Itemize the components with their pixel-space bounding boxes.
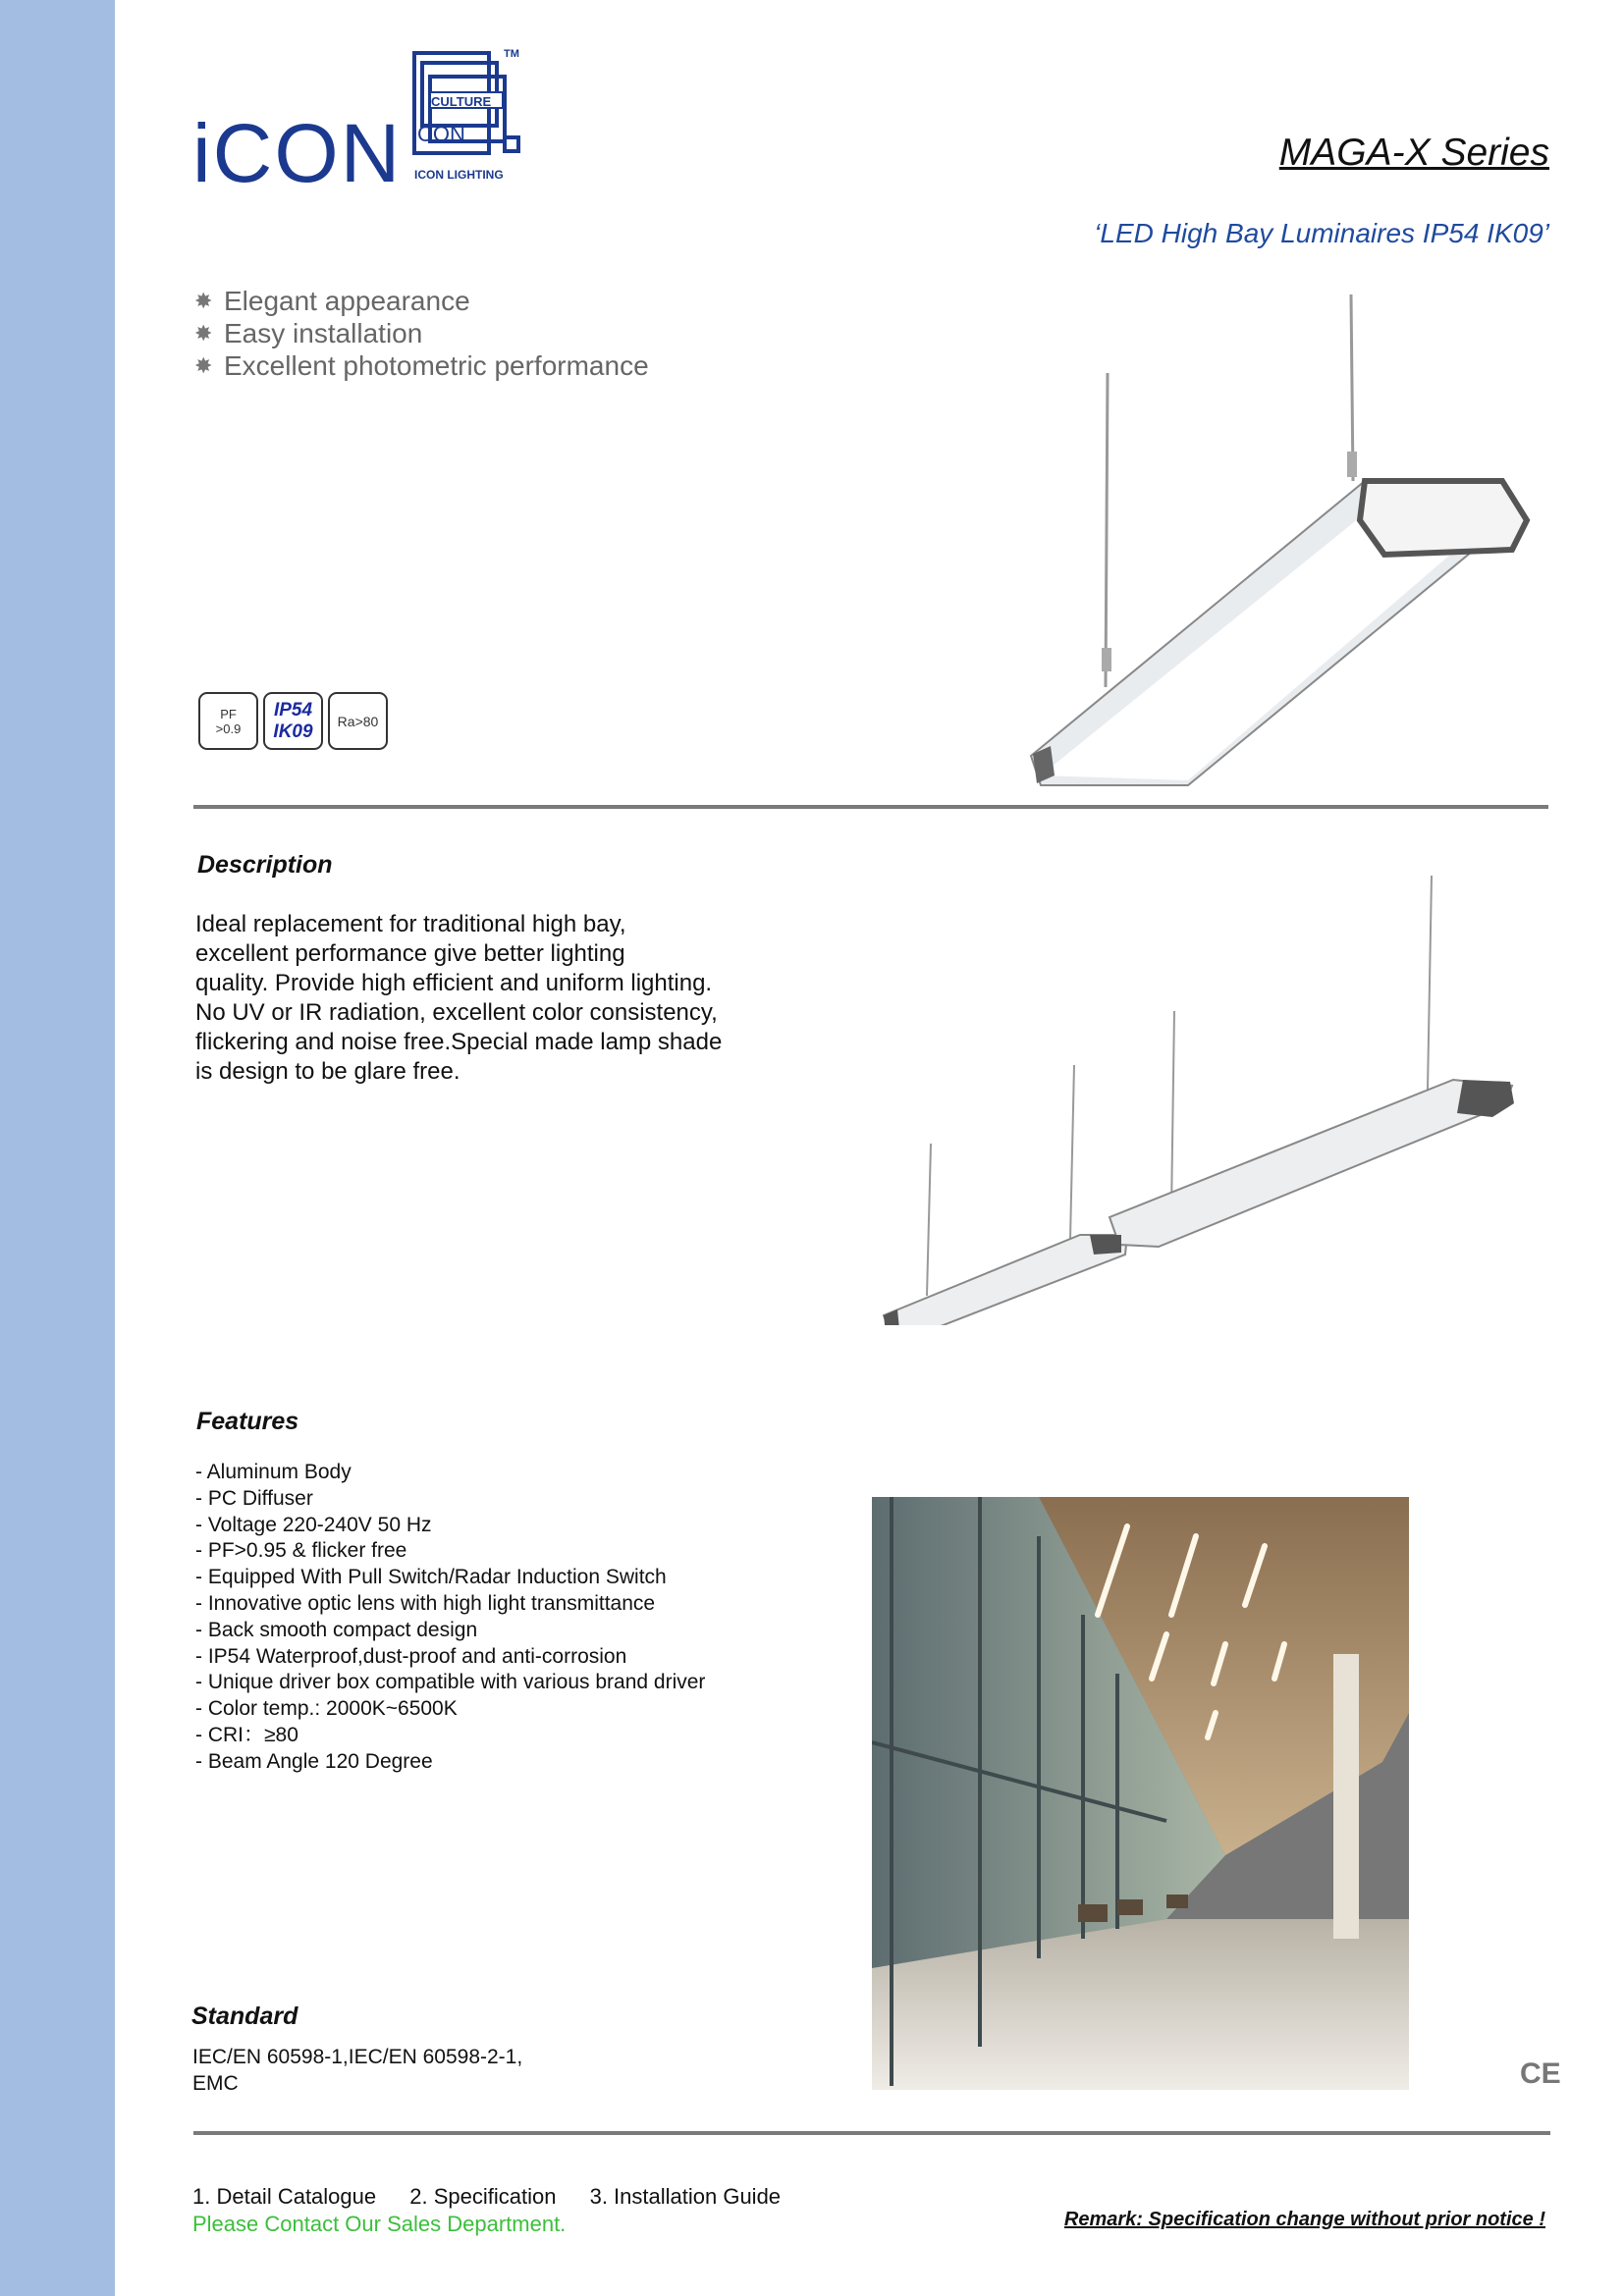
standard-heading: Standard bbox=[191, 2002, 298, 2030]
specification-link[interactable]: 2. Specification bbox=[409, 2184, 557, 2209]
feature-item: - PC Diffuser bbox=[195, 1486, 313, 1510]
feature-item: - Back smooth compact design bbox=[195, 1618, 478, 1641]
installation-guide-link[interactable]: 3. Installation Guide bbox=[589, 2184, 782, 2209]
brand-logo bbox=[410, 43, 528, 187]
feature-item: - Beam Angle 120 Degree bbox=[195, 1749, 433, 1773]
logo-text-con: CON bbox=[417, 122, 465, 146]
highlight-item: ✸ Easy installation bbox=[194, 318, 423, 348]
logo-text-tm: TM bbox=[504, 48, 519, 60]
logo-text-culture: CULTURE bbox=[431, 94, 492, 109]
feature-item: - Color temp.: 2000K~6500K bbox=[195, 1697, 458, 1721]
features-heading: Features bbox=[196, 1408, 299, 1435]
detail-catalogue-link[interactable]: 1. Detail Catalogue bbox=[192, 2184, 377, 2209]
side-color-band bbox=[0, 0, 115, 2296]
gear-bullet-icon: ✸ bbox=[194, 352, 213, 378]
feature-item: - Aluminum Body bbox=[195, 1461, 352, 1483]
highlights-list bbox=[194, 285, 649, 382]
logo-text-icon-lighting: ICON LIGHTING bbox=[414, 168, 504, 182]
pf-badge: PF >0.9 bbox=[198, 692, 258, 750]
series-subtitle: ‘LED High Bay Luminaires IP54 IK09’ bbox=[1094, 218, 1549, 248]
ip54-ik09-badge: IP54 IK09 bbox=[263, 692, 323, 750]
feature-item: - Unique driver box compatible with various brand driver bbox=[195, 1671, 706, 1694]
product-pair-image bbox=[864, 864, 1532, 1325]
gear-bullet-icon: ✸ bbox=[194, 288, 213, 313]
application-photo bbox=[872, 1497, 1409, 2090]
gear-bullet-icon: ✸ bbox=[194, 320, 213, 346]
description-text: Ideal replacement for traditional high bay, excellent performance give better lighting quality. Provide high efficient and uniform lighting. No UV or IR radiation, excellent color consistency, flickering and noise free.Special made lamp shade is design to be glare free. bbox=[195, 911, 723, 1085]
feature-item: - Equipped With Pull Switch/Radar Induction Switch bbox=[195, 1566, 667, 1589]
feature-item: - Innovative optic lens with high light transmittance bbox=[195, 1591, 656, 1615]
description-heading: Description bbox=[197, 851, 333, 879]
product-hero-image bbox=[1011, 285, 1542, 795]
highlight-item: ✸ Elegant appearance bbox=[194, 286, 470, 316]
features-list bbox=[195, 1460, 705, 1776]
feature-item: - IP54 Waterproof,dust-proof and anti-corrosion bbox=[195, 1644, 627, 1668]
series-title: MAGA-X Series bbox=[1278, 132, 1549, 174]
highlight-item: ✸ Excellent photometric performance bbox=[194, 350, 649, 381]
remark-text: Remark: Specification change without prior notice ! bbox=[1063, 2209, 1545, 2230]
standard-text: IEC/EN 60598-1,IEC/EN 60598-2-1, EMC bbox=[192, 2046, 523, 2095]
divider-bottom bbox=[193, 2131, 1550, 2135]
brand-wordmark: iCON bbox=[192, 107, 403, 199]
ra80-badge: Ra>80 bbox=[328, 692, 388, 750]
divider-top bbox=[193, 805, 1548, 809]
feature-item: - PF>0.95 & flicker free bbox=[195, 1539, 407, 1563]
contact-sales-text: Please Contact Our Sales Department. bbox=[192, 2212, 567, 2236]
ce-mark-icon: CE bbox=[1520, 2057, 1561, 2090]
footer-links bbox=[192, 2184, 808, 2210]
feature-item: - CRI：≥80 bbox=[195, 1723, 298, 1746]
feature-item: - Voltage 220-240V 50 Hz bbox=[195, 1513, 432, 1536]
